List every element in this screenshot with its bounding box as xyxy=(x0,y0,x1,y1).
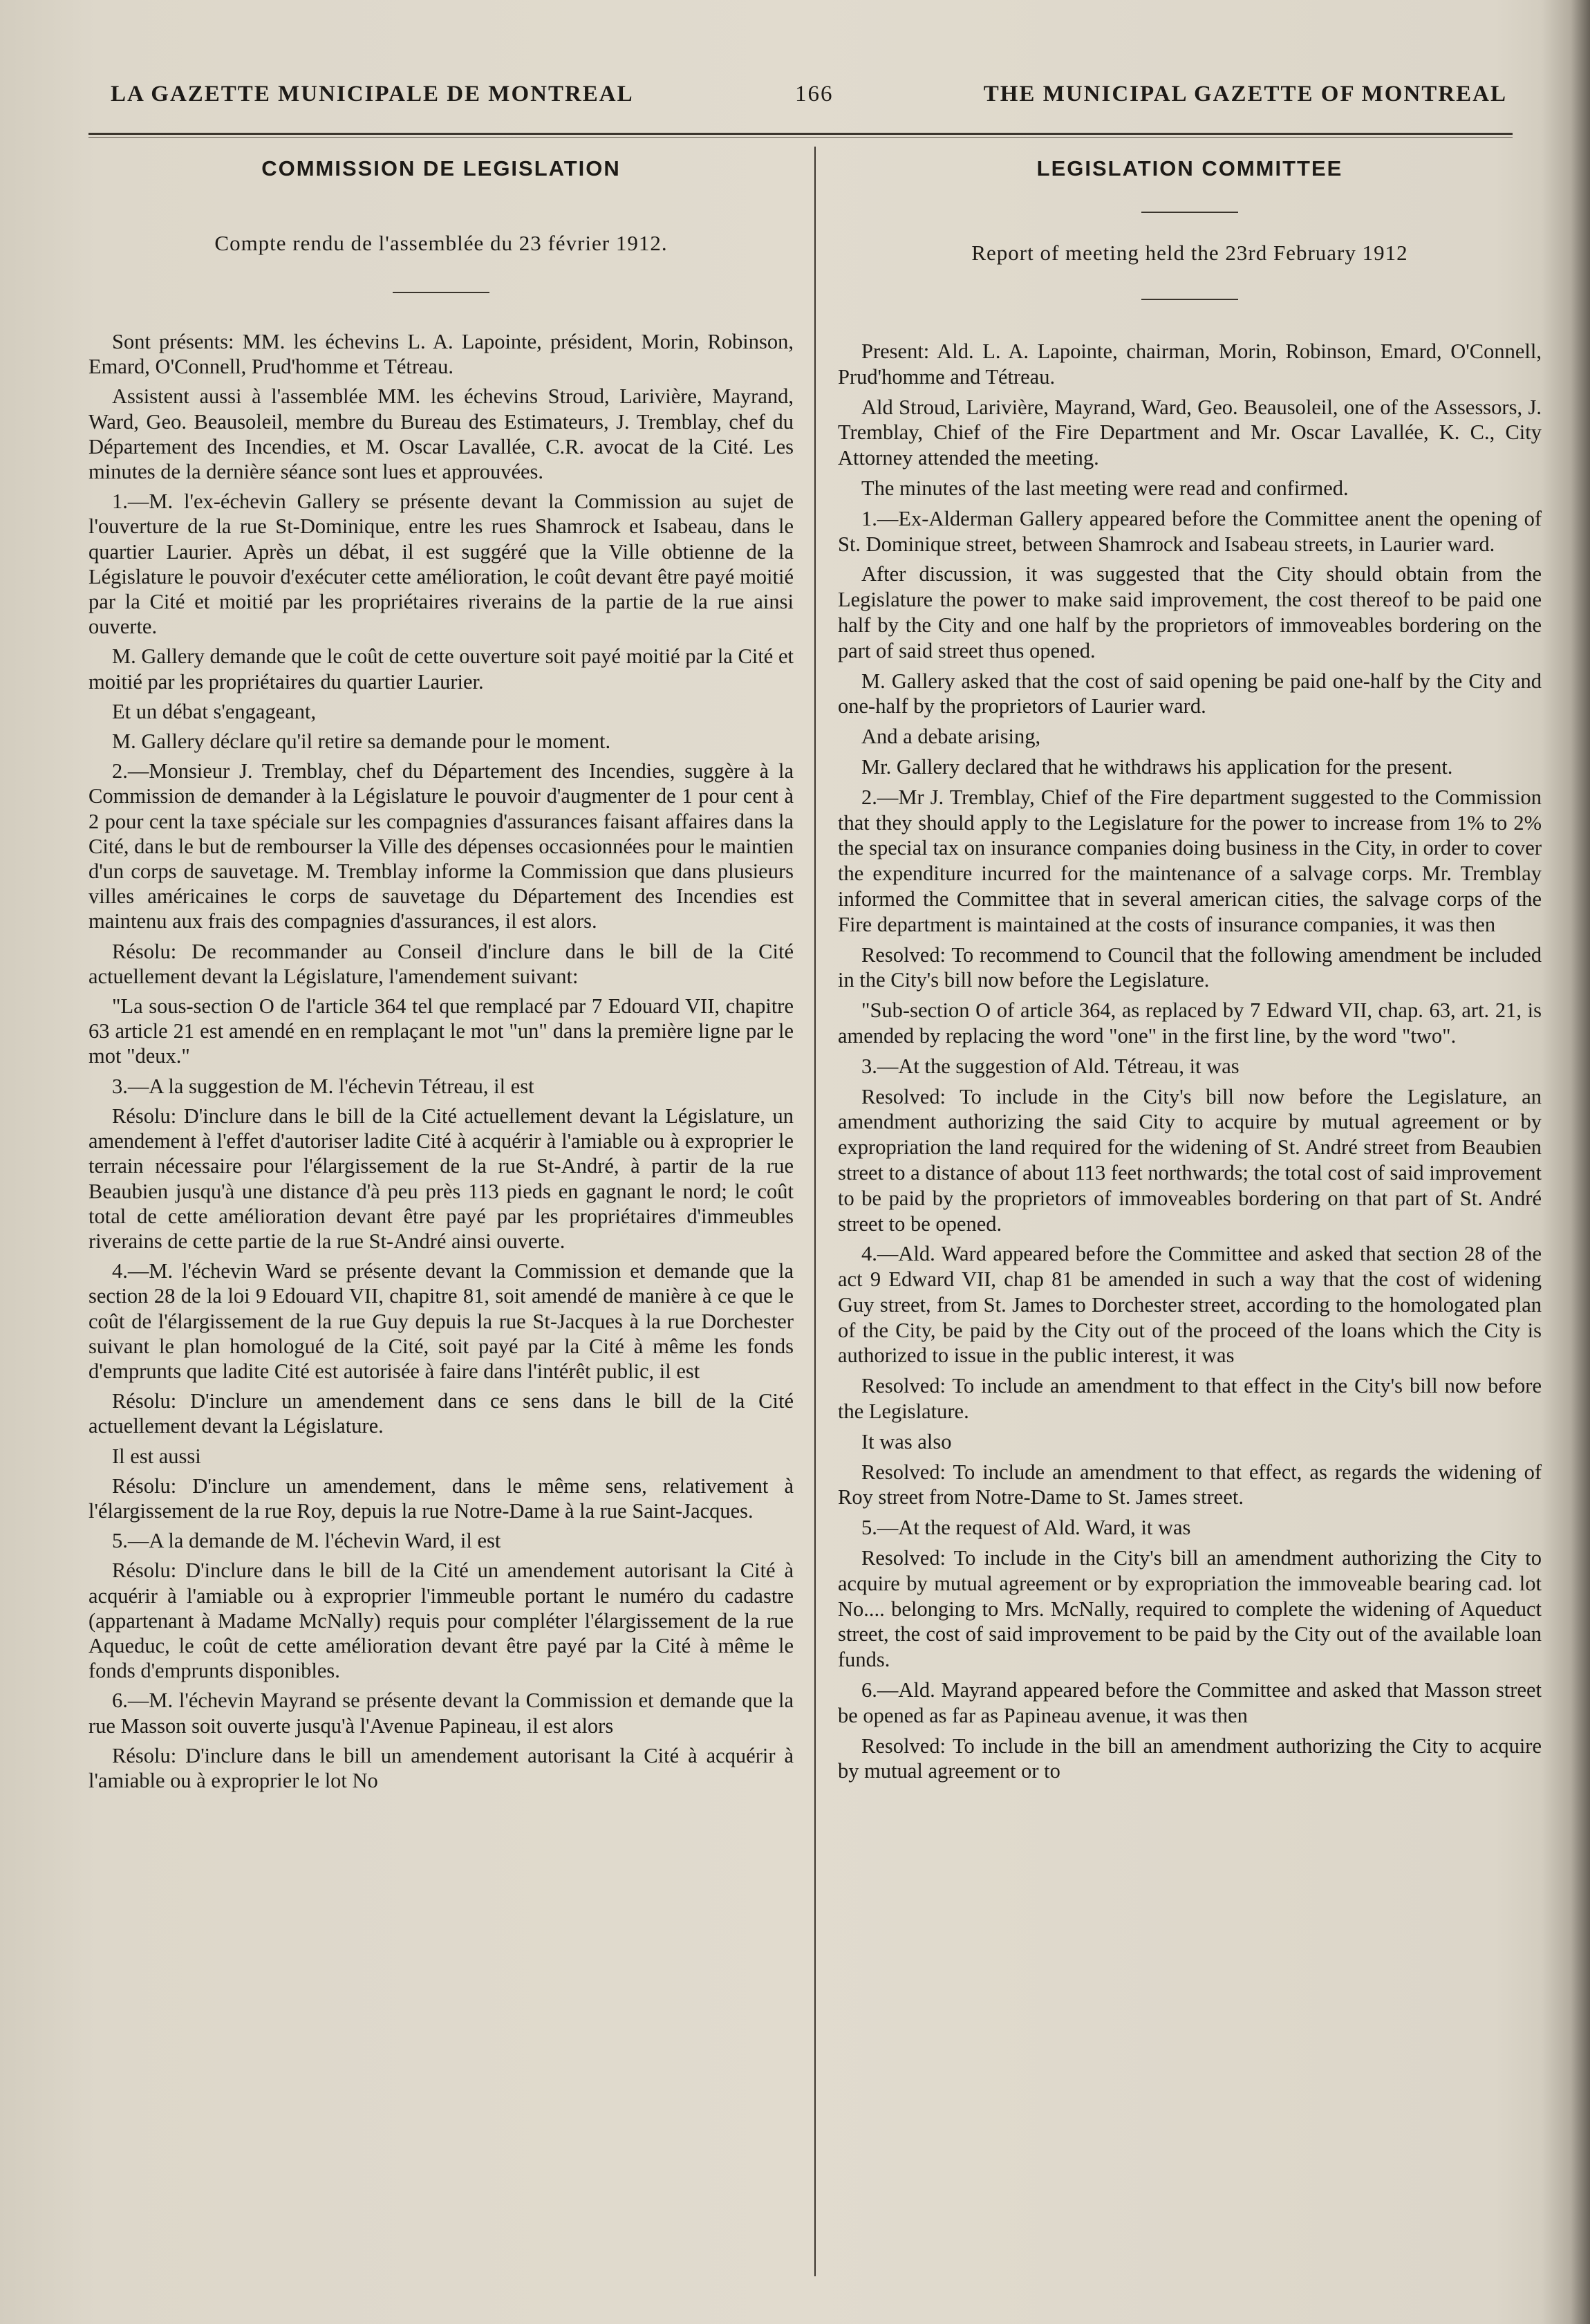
english-paragraph: And a debate arising, xyxy=(861,725,1041,749)
header-rule xyxy=(88,133,1513,135)
french-paragraph: Et un débat s'engageant, xyxy=(112,699,317,723)
english-paragraph: Mr. Gallery declared that he withdraws his application for the present. xyxy=(861,754,1453,779)
english-paragraph: Ald Stroud, Larivière, Mayrand, Ward, Geo. Beausoleil, one of the Assessors, J. Tremblay, Chief of the Fire Department and Mr. Oscar Lavallée, K. C., City Attorney attended the meeting. xyxy=(838,395,1542,470)
english-paragraph: 2.—Mr J. Tremblay, Chief of the Fire department suggested to the Commission that they should apply to the Legislature for the power to increase from 1% to 2% the special tax on insurance companies doing business in the City, in order to cover the expenditure incurred for the maintenance of a salvage corps. Mr. Tremblay informed the Committee that in several american cities, the salvage corps of the Fire department is maintained at the costs of insurance companies, it was then xyxy=(838,785,1542,936)
english-paragraph: 4.—Ald. Ward appeared before the Committee and asked that section 28 of the act 9 Edward VII, chap 81 be amended in such a way that the cost of widening Guy street, from St. James to Dorchester street, according to the homologated plan of the City, be paid by the City out of the proceed of the loans which the City is authorized to issue in the public interest, it was xyxy=(838,1242,1542,1368)
french-paragraph: "La sous-section O de l'article 364 tel que remplacé par 7 Edouard VII, chapitre 63 article 21 est amendé en en remplaçant le mot "un" dans la première ligne par le mot "deux." xyxy=(88,994,794,1068)
french-paragraph: Résolu: D'inclure un amendement dans ce sens dans le bill de la Cité actuellement devant la Législature. xyxy=(88,1389,794,1438)
french-paragraph: 2.—Monsieur J. Tremblay, chef du Département des Incendies, suggère à la Commission de demander à la Législature le pouvoir d'augmenter de 1 pour cent à 2 pour cent la taxe spéciale sur les compagnies d'assurances faisant affaires dans la Cité, dans le but de rembourser la Ville des dépenses occasionnées pour le maintien d'un corps de sauvetage. M. Tremblay informe la Commission que dans plusieurs villes américaines le corps de sauvetage du Département des Incendies est maintenu aux frais des compagnies d'assurances, il est alors. xyxy=(88,759,794,933)
english-paragraph: Present: Ald. L. A. Lapointe, chairman, Morin, Robinson, Emard, O'Connell, Prud'homme and Tétreau. xyxy=(838,340,1542,389)
french-paragraph: Sont présents: MM. les échevins L. A. Lapointe, président, Morin, Robinson, Emard, O'Connell, Prud'homme et Tétreau. xyxy=(88,330,794,379)
french-paragraph: Résolu: D'inclure dans le bill de la Cité un amendement autorisant la Cité à acquérir à l'amiable ou à exproprier l'immeuble portant le numéro du cadastre (appartenant à Madame McNally) requis pour compléter l'élargissement de la rue Aqueduc, le coût de cette amélioration devant être payé par la Cité à même le fonds d'emprunts disponibles. xyxy=(88,1559,794,1683)
english-paragraph: "Sub-section O of article 364, as replaced by 7 Edward VII, chap. 63, art. 21, is amended by replacing the word "one" in the first line, by the word "two". xyxy=(838,998,1542,1048)
english-paragraph: Resolved: To include in the City's bill now before the Legislature, an amendment authorizing the said City to acquire by mutual agreement or by expropriation the land required for the widening of St. André street from Beaubien street to a distance of about 113 feet northwards; the total cost of said improvement to be paid by the proprietors of immoveables bordering on that part of St. André street to be opened. xyxy=(838,1084,1542,1236)
french-paragraph: Il est aussi xyxy=(112,1444,201,1468)
french-paragraph: 3.—A la suggestion de M. l'échevin Tétreau, il est xyxy=(112,1074,534,1098)
french-meeting-line: Compte rendu de l'assemblée du 23 février 1912. xyxy=(214,231,668,255)
english-body xyxy=(838,339,1542,1784)
page-edge-shadow xyxy=(1542,0,1590,2324)
french-separator-rule xyxy=(393,292,489,293)
header-rule-thin xyxy=(88,137,1513,138)
french-paragraph: M. Gallery demande que le coût de cette ouverture soit payé moitié par la Cité et moitié par les propriétaires du quartier Laurier. xyxy=(88,644,794,694)
english-paragraph: Resolved: To recommend to Council that the following amendment be included in the City's bill now before the Legislature. xyxy=(838,942,1542,992)
french-column xyxy=(88,154,794,1798)
english-separator-rule xyxy=(1141,299,1238,300)
english-paragraph: Resolved: To include in the bill an amendment authorizing the City to acquire by mutual agreement or to xyxy=(838,1733,1542,1783)
english-paragraph: 3.—At the suggestion of Ald. Tétreau, it was xyxy=(861,1054,1240,1078)
english-paragraph: Resolved: To include an amendment to that effect in the City's bill now before the Legislature. xyxy=(838,1374,1542,1424)
english-paragraph: It was also xyxy=(861,1429,952,1453)
english-paragraph: Resolved: To include an amendment to that effect, as regards the widening of Roy street from Notre-Dame to St. James street. xyxy=(838,1460,1542,1509)
english-paragraph: 1.—Ex-Alderman Gallery appeared before the Committee anent the opening of St. Dominique street, between Shamrock and Isabeau streets, in Laurier ward. xyxy=(838,506,1542,556)
french-paragraph: 5.—A la demande de M. l'échevin Ward, il est xyxy=(112,1529,501,1553)
french-paragraph: Résolu: De recommander au Conseil d'inclure dans le bill de la Cité actuellement devant la Législature, l'amendement suivant: xyxy=(88,939,794,988)
running-header xyxy=(111,82,1521,116)
english-paragraph: Resolved: To include in the City's bill an amendment authorizing the City to acquire by mutual agreement or by expropriation the immoveable bearing cad. lot No.... belonging to Mrs. McNally, required to complete the widening of Aqueduct street, the cost of said improvement to be paid by the City out of the available loan funds. xyxy=(838,1546,1542,1672)
english-title-rule xyxy=(1141,212,1238,213)
english-section-title: LEGISLATION COMMITTEE xyxy=(1036,156,1343,180)
french-paragraph: Assistent aussi à l'assemblée MM. les échevins Stroud, Larivière, Mayrand, Ward, Geo. Beausoleil, membre du Bureau des Estimateurs, J. Tremblay, chef du Département des Incendies, et M. Oscar Lavallée, C.R. avocat de la Cité. Les minutes de la dernière séance sont lues et approuvées. xyxy=(88,384,794,484)
french-paragraph: 6.—M. l'échevin Mayrand se présente devant la Commission et demande que la rue Masson soit ouverte jusqu'à l'Avenue Papineau, il est alors xyxy=(88,1689,794,1738)
english-column xyxy=(838,154,1542,1789)
page-number: 166 xyxy=(795,82,834,106)
french-section-title: COMMISSION DE LEGISLATION xyxy=(261,156,621,180)
french-paragraph: Résolu: D'inclure un amendement, dans le même sens, relativement à l'élargissement de la rue Roy, depuis la rue Notre-Dame à la rue Saint-Jacques. xyxy=(88,1474,794,1523)
english-meeting-line: Report of meeting held the 23rd February 1912 xyxy=(971,241,1408,265)
english-paragraph: M. Gallery asked that the cost of said opening be paid one-half by the City and one-half by the proprietors of Laurier ward. xyxy=(838,669,1542,718)
english-paragraph: 5.—At the request of Ald. Ward, it was xyxy=(861,1516,1191,1540)
french-paragraph: M. Gallery déclare qu'il retire sa demande pour le moment. xyxy=(112,729,611,754)
header-title-french: LA GAZETTE MUNICIPALE DE MONTREAL xyxy=(111,82,634,106)
english-paragraph: After discussion, it was suggested that the City should obtain from the Legislature the power to make said improvement, the cost thereof to be paid one half by the City and one half by the proprietors of immoveables bordering on the part of said street thus opened. xyxy=(838,562,1542,662)
french-paragraph: 4.—M. l'échevin Ward se présente devant la Commission et demande que la section 28 de la loi 9 Edouard VII, chapitre 81, soit amendé de manière à ce que le coût de l'élargissement de la rue Guy depuis la rue St-Jacques à la rue Dorchester suivant le plan homologué de la Cité, soit payé par la Cité à même les fonds d'emprunts que ladite Cité est autorisée à faire dans l'intérêt public, il est xyxy=(88,1259,794,1383)
header-title-english: THE MUNICIPAL GAZETTE OF MONTREAL xyxy=(983,82,1507,106)
english-paragraph: The minutes of the last meeting were read and confirmed. xyxy=(861,476,1349,500)
french-body xyxy=(88,329,794,1793)
french-paragraph: 1.—M. l'ex-échevin Gallery se présente devant la Commission au sujet de l'ouverture de la rue St-Dominique, entre les rues Shamrock et Isabeau, dans le quartier Laurier. Après un débat, il est suggéré que la Ville obtienne de la Législature le pouvoir d'exécuter cette amélioration, le coût devant être payé moitié par la Cité et moitié par les propriétaires riverains de la partie de la rue ainsi ouverte. xyxy=(88,490,794,639)
column-divider xyxy=(814,147,816,2276)
french-paragraph: Résolu: D'inclure dans le bill de la Cité actuellement devant la Législature, un amendement à l'effet d'autoriser ladite Cité à acquérir à l'amiable ou à exproprier le terrain nécessaire pour l'élargissement de la rue St-André, à partir de la rue Beaubien jusqu'à une distance d'à peu près 113 pieds en gagnant le nord; le coût total de cette amélioration devant être payé par les propriétaires d'immeubles riverains de cette partie de la rue St-André ainsi ouverte. xyxy=(88,1104,794,1253)
french-paragraph: Résolu: D'inclure dans le bill un amendement autorisant la Cité à acquérir à l'amiable ou à exproprier le lot No xyxy=(88,1743,794,1792)
english-paragraph: 6.—Ald. Mayrand appeared before the Committee and asked that Masson street be opened as far as Papineau avenue, it was then xyxy=(838,1678,1542,1727)
